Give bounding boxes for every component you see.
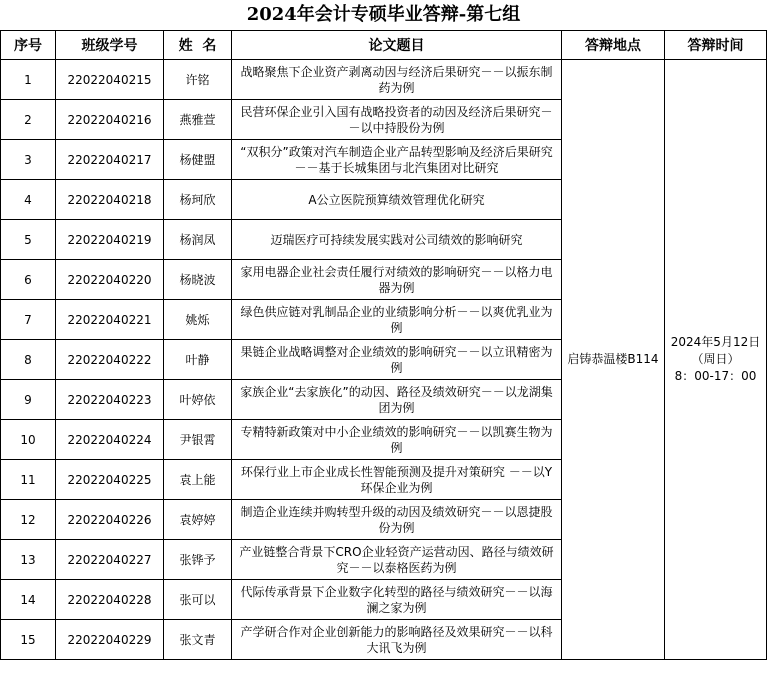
- cell-num: 9: [1, 380, 56, 420]
- cell-num: 8: [1, 340, 56, 380]
- cell-student-id: 22022040215: [56, 60, 164, 100]
- cell-name: 叶婷依: [164, 380, 232, 420]
- cell-topic: A公立医院预算绩效管理优化研究: [232, 180, 562, 220]
- cell-student-id: 22022040216: [56, 100, 164, 140]
- cell-name: 许铭: [164, 60, 232, 100]
- time-hours: 8：00-17：00: [674, 369, 757, 383]
- header-location: 答辩地点: [562, 31, 665, 60]
- cell-student-id: 22022040224: [56, 420, 164, 460]
- schedule-table: [0, 30, 767, 660]
- cell-name: 杨晓波: [164, 260, 232, 300]
- cell-student-id: 22022040222: [56, 340, 164, 380]
- cell-name: 袁上能: [164, 460, 232, 500]
- cell-num: 5: [1, 220, 56, 260]
- cell-student-id: 22022040223: [56, 380, 164, 420]
- cell-name: 张文青: [164, 620, 232, 660]
- time-weekday: （周日）: [691, 352, 740, 366]
- cell-num: 10: [1, 420, 56, 460]
- cell-topic: 制造企业连续并购转型升级的动因及绩效研究－－以恩捷股份为例: [232, 500, 562, 540]
- cell-num: 13: [1, 540, 56, 580]
- cell-topic: 代际传承背景下企业数字化转型的路径与绩效研究－－以海澜之家为例: [232, 580, 562, 620]
- cell-topic: 迈瑞医疗可持续发展实践对公司绩效的影响研究: [232, 220, 562, 260]
- cell-num: 14: [1, 580, 56, 620]
- cell-topic: 战略聚焦下企业资产剥离动因与经济后果研究－－以振东制药为例: [232, 60, 562, 100]
- cell-student-id: 22022040218: [56, 180, 164, 220]
- cell-num: 12: [1, 500, 56, 540]
- cell-num: 4: [1, 180, 56, 220]
- cell-student-id: 22022040227: [56, 540, 164, 580]
- cell-topic: 果链企业战略调整对企业绩效的影响研究－－以立讯精密为例: [232, 340, 562, 380]
- cell-student-id: 22022040219: [56, 220, 164, 260]
- cell-name: 袁婷婷: [164, 500, 232, 540]
- cell-topic: 环保行业上市企业成长性智能预测及提升对策研究 －－以Y环保企业为例: [232, 460, 562, 500]
- cell-num: 15: [1, 620, 56, 660]
- cell-topic: 家用电器企业社会责任履行对绩效的影响研究－－以格力电器为例: [232, 260, 562, 300]
- page-title: 2024年会计专硕毕业答辩-第七组: [246, 4, 521, 25]
- cell-name: 姚烁: [164, 300, 232, 340]
- cell-topic: 产业链整合背景下CRO企业轻资产运营动因、路径与绩效研究－－以泰格医药为例: [232, 540, 562, 580]
- cell-name: 张铧予: [164, 540, 232, 580]
- cell-student-id: 22022040220: [56, 260, 164, 300]
- header-row: [1, 31, 767, 60]
- cell-student-id: 22022040221: [56, 300, 164, 340]
- cell-num: 7: [1, 300, 56, 340]
- cell-student-id: 22022040225: [56, 460, 164, 500]
- cell-num: 3: [1, 140, 56, 180]
- cell-name: 杨润凤: [164, 220, 232, 260]
- cell-name: 张可以: [164, 580, 232, 620]
- cell-name: 杨珂欣: [164, 180, 232, 220]
- header-topic: 论文题目: [232, 31, 562, 60]
- cell-num: 6: [1, 260, 56, 300]
- cell-name: 尹银霄: [164, 420, 232, 460]
- header-time: 答辩时间: [665, 31, 767, 60]
- time-date: 2024年5月12日: [670, 335, 761, 349]
- cell-num: 11: [1, 460, 56, 500]
- cell-name: 杨健盟: [164, 140, 232, 180]
- cell-topic: 家族企业“去家族化”的动因、路径及绩效研究－－以龙湖集团为例: [232, 380, 562, 420]
- header-student-id: 班级学号: [56, 31, 164, 60]
- cell-name: 燕雅萱: [164, 100, 232, 140]
- cell-time: [665, 60, 767, 660]
- cell-topic: 产学研合作对企业创新能力的影响路径及效果研究－－以科大讯飞为例: [232, 620, 562, 660]
- cell-student-id: 22022040228: [56, 580, 164, 620]
- table-row: [1, 60, 767, 100]
- cell-topic: 民营环保企业引入国有战略投资者的动因及经济后果研究－－以中持股份为例: [232, 100, 562, 140]
- cell-student-id: 22022040229: [56, 620, 164, 660]
- header-num: 序号: [1, 31, 56, 60]
- cell-student-id: 22022040217: [56, 140, 164, 180]
- cell-topic: “双积分”政策对汽车制造企业产品转型影响及经济后果研究 －－基于长城集团与北汽集团对比研究: [232, 140, 562, 180]
- cell-topic: 绿色供应链对乳制品企业的业绩影响分析－－以爽优乳业为例: [232, 300, 562, 340]
- header-name: 姓 名: [164, 31, 232, 60]
- cell-num: 2: [1, 100, 56, 140]
- cell-location: 启铸恭温楼B114: [562, 60, 665, 660]
- cell-num: 1: [1, 60, 56, 100]
- cell-student-id: 22022040226: [56, 500, 164, 540]
- cell-name: 叶静: [164, 340, 232, 380]
- cell-topic: 专精特新政策对中小企业绩效的影响研究－－以凯赛生物为例: [232, 420, 562, 460]
